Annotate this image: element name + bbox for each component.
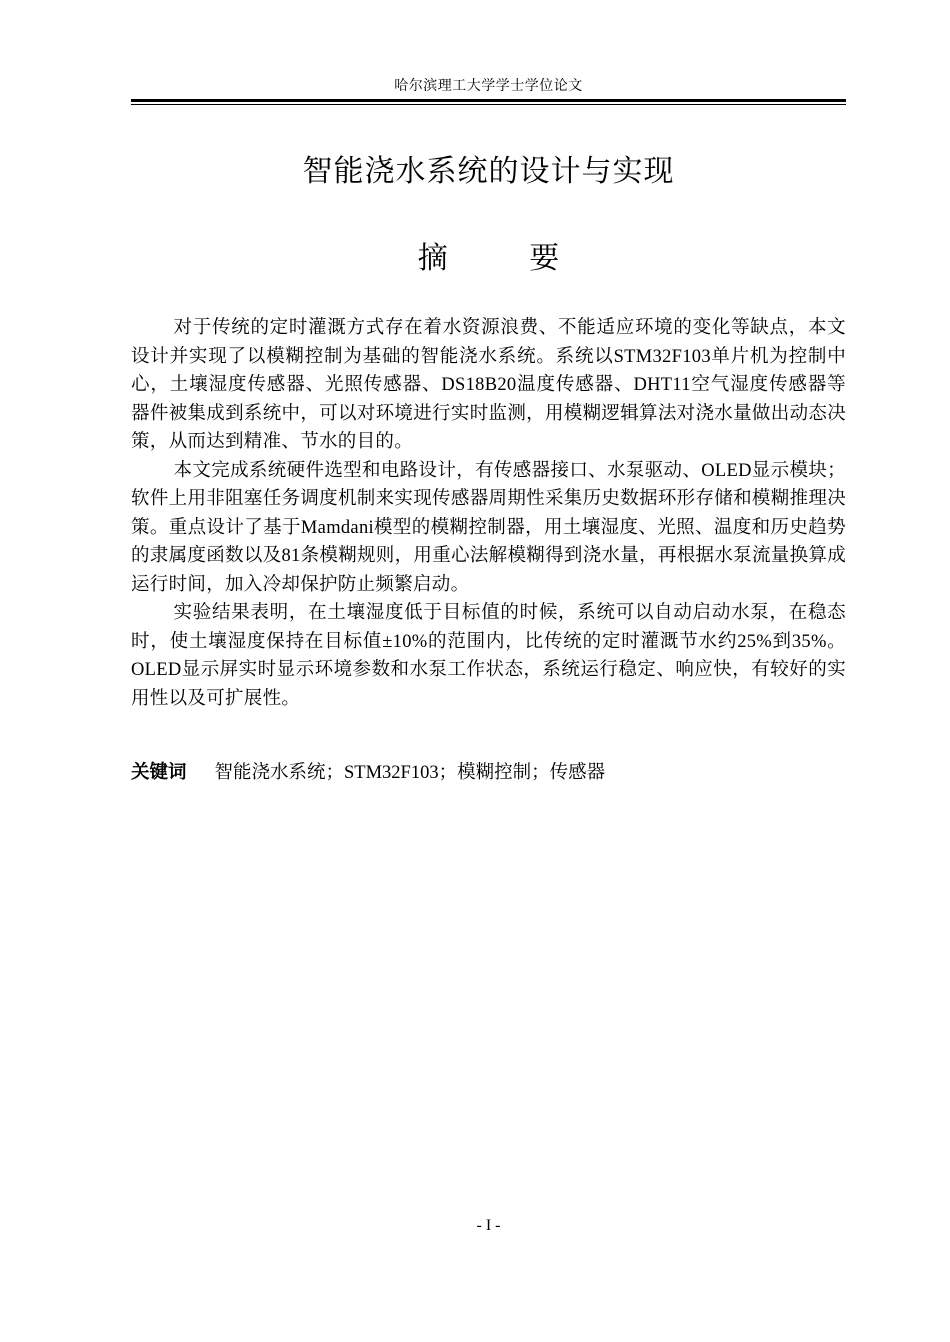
header-rule (131, 99, 846, 102)
running-header: 哈尔滨理工大学学士学位论文 (394, 79, 583, 94)
header-rule-thin (131, 104, 846, 105)
page-number: - I - (476, 1217, 501, 1234)
thesis-title: 智能浇水系统的设计与实现 (302, 154, 675, 189)
abstract-paragraph: 本文完成系统硬件选型和电路设计，有传感器接口、水泵驱动、OLED显示模块；软件上用非阻塞任务调度机制来实现传感器周期性采集历史数据环形存储和模糊推理决策。重点设计了基于Mamdani模型的模糊控制器，用土壤湿度、光照、温度和历史趋势的隶属度函数以及81条模糊规则，用重心法解模糊得到浇水量，再根据水泵流量换算成运行时间，加入冷却保护防止频繁启动。 (131, 460, 846, 595)
abstract-paragraph: 对于传统的定时灌溉方式存在着水资源浪费、不能适应环境的变化等缺点，本文设计并实现了以模糊控制为基础的智能浇水系统。系统以STM32F103单片机为控制中心，土壤湿度传感器、光照传感器、DS18B20温度传感器、DHT11空气湿度传感器等器件被集成到系统中，可以对环境进行实时监测，用模糊逻辑算法对浇水量做出动态决策，从而达到精准、节水的目的。 (131, 318, 846, 452)
abstract-heading: 摘 要 (417, 241, 596, 276)
keywords-line (131, 759, 846, 787)
keywords-text: 智能浇水系统；STM32F103；模糊控制；传感器 (214, 763, 606, 783)
abstract-body (131, 314, 846, 713)
abstract-paragraph: 实验结果表明，在土壤湿度低于目标值的时候，系统可以自动启动水泵，在稳态时，使土壤湿度保持在目标值±10%的范围内，比传统的定时灌溉节水约25%到35%。OLED显示屏实时显示环境参数和水泵工作状态，系统运行稳定、响应快，有较好的实用性以及可扩展性。 (131, 603, 846, 709)
keywords-label: 关键词 (131, 762, 187, 783)
